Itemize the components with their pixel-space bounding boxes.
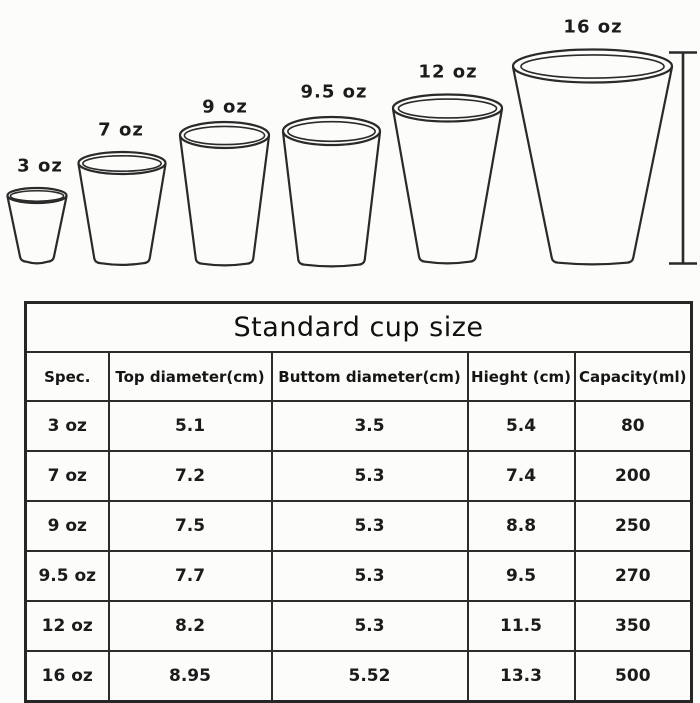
cup-label-3oz: 3 oz <box>17 155 63 177</box>
table-title: Standard cup size <box>26 303 692 353</box>
value-cell: 9.5 <box>468 551 575 601</box>
spec-cell: 7 oz <box>26 451 109 501</box>
value-cell: 7.7 <box>109 551 272 601</box>
value-cell: 8.8 <box>468 501 575 551</box>
cup-9oz-icon <box>180 122 269 265</box>
col-header-spec: Spec. <box>26 352 109 401</box>
value-cell: 5.3 <box>272 501 468 551</box>
cup-diagram <box>0 0 700 296</box>
value-cell: 5.3 <box>272 451 468 501</box>
value-cell: 5.3 <box>272 551 468 601</box>
col-header-bottom-diameter: Buttom diameter(cm) <box>272 352 468 401</box>
cup-label-9oz: 9 oz <box>202 96 248 118</box>
value-cell: 250 <box>575 501 692 551</box>
cup-12oz-icon <box>393 95 502 264</box>
value-cell: 270 <box>575 551 692 601</box>
value-cell: 7.5 <box>109 501 272 551</box>
table-row <box>26 651 692 702</box>
cup-9-5oz-icon <box>283 117 380 266</box>
table-row <box>26 601 692 651</box>
cup-7oz-icon <box>79 152 166 265</box>
value-cell: 5.1 <box>109 401 272 451</box>
col-header-height: Hieght (cm) <box>468 352 575 401</box>
value-cell: 8.2 <box>109 601 272 651</box>
value-cell: 8.95 <box>109 651 272 702</box>
cup-label-7oz: 7 oz <box>98 119 144 141</box>
spec-cell: 9.5 oz <box>26 551 109 601</box>
cup-label-12oz: 12 oz <box>418 61 478 83</box>
value-cell: 5.52 <box>272 651 468 702</box>
value-cell: 5.4 <box>468 401 575 451</box>
value-cell: 13.3 <box>468 651 575 702</box>
table-row <box>26 451 692 501</box>
height-measure-line-icon <box>669 53 697 264</box>
table-title-row <box>26 303 692 353</box>
cup-16oz-icon <box>513 50 672 265</box>
value-cell: 80 <box>575 401 692 451</box>
spec-cell: 3 oz <box>26 401 109 451</box>
value-cell: 200 <box>575 451 692 501</box>
spec-cell: 16 oz <box>26 651 109 702</box>
spec-cell: 12 oz <box>26 601 109 651</box>
value-cell: 7.2 <box>109 451 272 501</box>
value-cell: 11.5 <box>468 601 575 651</box>
cup-label-16oz: 16 oz <box>563 16 623 38</box>
table-header-row <box>26 352 692 401</box>
value-cell: 3.5 <box>272 401 468 451</box>
cup-3oz-icon <box>8 188 67 263</box>
size-table <box>24 301 693 703</box>
table-row <box>26 551 692 601</box>
value-cell: 7.4 <box>468 451 575 501</box>
table-row <box>26 401 692 451</box>
col-header-capacity: Capacity(ml) <box>575 352 692 401</box>
spec-cell: 9 oz <box>26 501 109 551</box>
cup-label-9-5oz: 9.5 oz <box>300 81 368 103</box>
value-cell: 500 <box>575 651 692 702</box>
table-row <box>26 501 692 551</box>
value-cell: 350 <box>575 601 692 651</box>
col-header-top-diameter: Top diameter(cm) <box>109 352 272 401</box>
value-cell: 5.3 <box>272 601 468 651</box>
